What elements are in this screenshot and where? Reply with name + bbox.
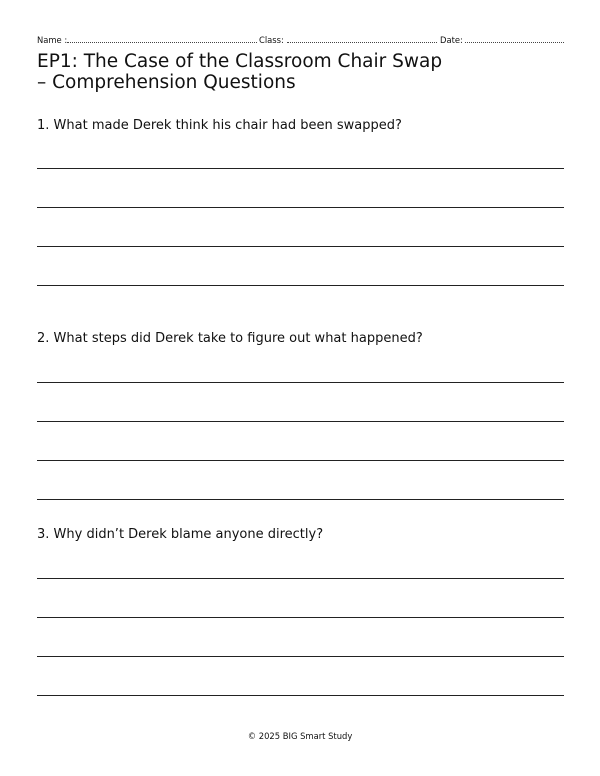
answer-line[interactable] [37, 617, 564, 618]
answer-line[interactable] [37, 246, 564, 247]
answer-line[interactable] [37, 421, 564, 422]
answer-line[interactable] [37, 168, 564, 169]
title-line-2: – Comprehension Questions [37, 72, 296, 93]
answer-line[interactable] [37, 656, 564, 657]
question-1: 1. What made Derek think his chair had been swapped? [37, 118, 402, 133]
name-field[interactable] [67, 42, 257, 43]
question-3: 3. Why didn’t Derek blame anyone directly? [37, 527, 324, 542]
student-info-header [37, 34, 564, 46]
copyright-footer: © 2025 BIG Smart Study [247, 731, 353, 741]
answer-line[interactable] [37, 207, 564, 208]
title-line-1: EP1: The Case of the Classroom Chair Swap [37, 51, 443, 72]
answer-line[interactable] [37, 285, 564, 286]
answer-line[interactable] [37, 578, 564, 579]
question-2: 2. What steps did Derek take to figure out what happened? [37, 331, 423, 346]
class-label: Class: [259, 35, 284, 45]
name-label: Name : [37, 35, 68, 45]
answer-line[interactable] [37, 499, 564, 500]
answer-line[interactable] [37, 382, 564, 383]
answer-line[interactable] [37, 695, 564, 696]
worksheet-title [37, 51, 567, 93]
date-label: Date: [440, 35, 463, 45]
answer-line[interactable] [37, 460, 564, 461]
date-field[interactable] [465, 42, 564, 43]
class-field[interactable] [287, 42, 437, 43]
